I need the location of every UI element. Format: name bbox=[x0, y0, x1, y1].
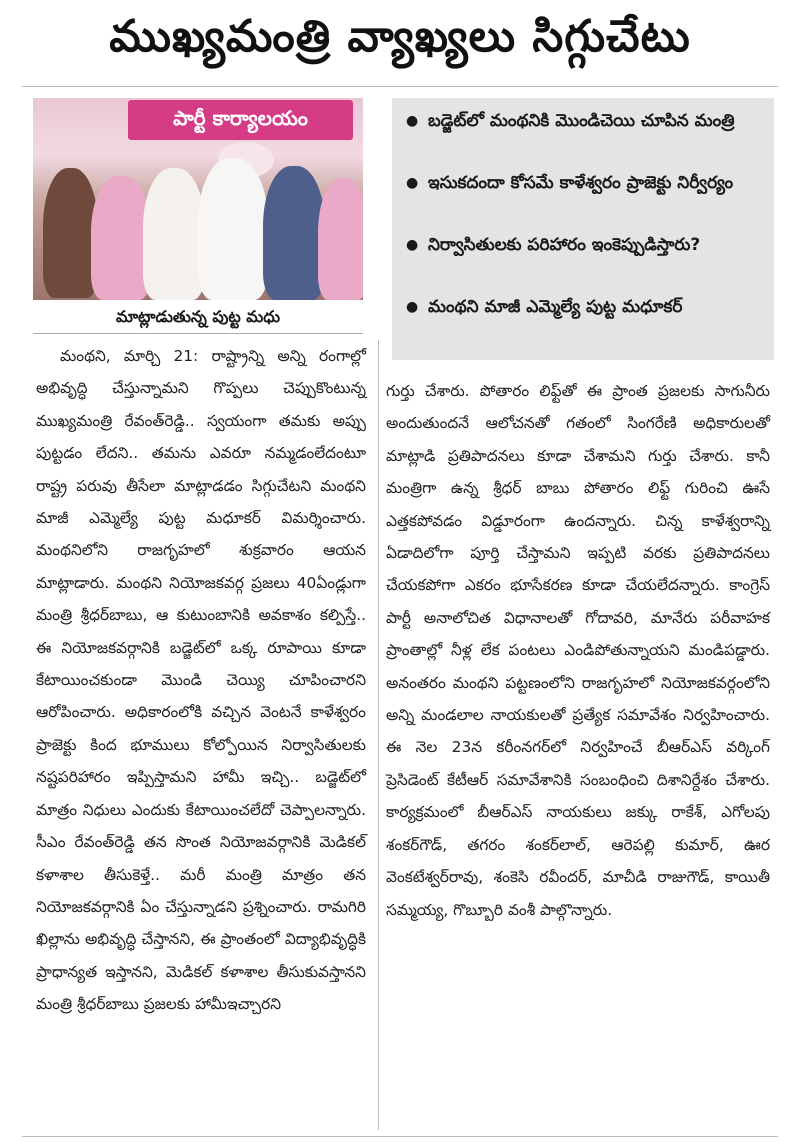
column-divider bbox=[378, 340, 379, 1130]
photo-person bbox=[263, 166, 325, 300]
article-right-column bbox=[386, 375, 770, 1135]
highlight-item: ● నిర్వాసితులకు పరిహారం ఇంకెప్పుడిస్తారు? bbox=[406, 230, 766, 260]
photo-person bbox=[43, 168, 98, 298]
bullet-icon: ● bbox=[406, 175, 419, 191]
highlight-item: ● మంథని మాజీ ఎమ్మెల్యే పుట్ట మధూకర్ bbox=[406, 292, 766, 322]
bullet-icon: ● bbox=[406, 113, 419, 129]
caption-divider bbox=[33, 333, 363, 334]
photo-person bbox=[198, 158, 268, 300]
photo-person bbox=[91, 176, 151, 300]
bullet-icon: ● bbox=[406, 299, 419, 315]
bullet-icon: ● bbox=[406, 237, 419, 253]
highlight-item: ● బడ్జెట్‌లో మంథనికి మొండిచెయి చూపిన మంత్రి bbox=[406, 106, 766, 136]
photo-caption: మాట్లాడుతున్న పుట్ట మధు bbox=[115, 306, 281, 326]
bottom-divider bbox=[22, 1136, 778, 1137]
photo-banner: పార్టీ కార్యాలయం bbox=[128, 100, 353, 140]
photo-person bbox=[318, 178, 363, 300]
news-photo bbox=[33, 98, 363, 300]
article-body-left: మంథని, మార్చి 21: రాష్ట్రాన్ని అన్ని రంగాల్లో అభివృద్ధి చేస్తున్నామని గొప్పలు చెప్పుకొంటున్న ముఖ్యమంత్రి రేవంత్‌రెడ్డి.. స్వయంగా తమకు అప్పు పుట్టడం లేదని.. తమను ఎవరూ నమ్మడంలేదంటూ రాష్ట్ర పరువు తీసేలా మాట్లాడడం సిగ్గుచేటని మంథని మాజీ ఎమ్మెల్యే పుట్ట మధూకర్ విమర్శించారు. మంథనిలోని రాజగృహలో శుక్రవారం ఆయన మాట్లాడారు. మంథని నియోజకవర్గ ప్రజలు 40ఏండ్లుగా మంత్రి శ్రీధర్‌బాబు, ఆ కుటుంబానికి అవకాశం కల్పిస్తే.. ఈ నియోజకవర్గానికి బడ్జెట్‌లో ఒక్క రూపాయి కూడా కేటాయించకుండా మొండి చెయ్యి చూపించారని ఆరోపించారు. అధికారంలోకి వచ్చిన వెంటనే కాళేశ్వరం ప్రాజెక్టు కింద భూములు కోల్పోయిన నిర్వాసితులకు నష్టపరిహారం ఇప్పిస్తామని హామీ ఇచ్చి.. బడ్జెట్‌లో మాత్రం నిధులు ఎందుకు కేటాయించలేదో చెప్పాలన్నారు. సీఎం రేవంత్‌రెడ్డి తన సొంత నియోజవర్గానికి మెడికల్ కళాశాల తీసుకెళ్తే.. మరీ మంత్రి మాత్రం తన నియోజకవర్గానికి ఏం చేస్తున్నాడని ప్రశ్నించారు. రామగిరి ఖిల్లాను అభివృద్ధి చేస్తానని, ఈ ప్రాంతంలో విద్యాభివృద్ధికి ప్రాధాన్యత ఇస్తానని, మెడికల్ కళాశాల తీసుకువస్తానని మంత్రి శ్రీధర్‌బాబు ప్రజలకు హామీఇచ్చారని bbox=[36, 347, 366, 1014]
highlight-item: ● ఇసుకదందా కోసమే కాళేశ్వరం ప్రాజెక్టు నిర్వీర్యం bbox=[406, 168, 766, 198]
article-body-right: గుర్తు చేశారు. పోతారం లిఫ్ట్‌తో ఈ ప్రాంత ప్రజలకు సాగునీరు అందుతుందనే ఆలోచనతో గతంలో సింగరేణి అధికారులతో మాట్లాడి ప్రతిపాదనలు కూడా చేశామని గుర్తు చేశారు. కానీ మంత్రిగా ఉన్న శ్రీధర్ బాబు పోతారం లిఫ్ట్ గురించి ఊసే ఎత్తకపోవడం విడ్డూరంగా ఉందన్నారు. చిన్న కాళేశ్వరాన్ని ఏడాదిలోగా పూర్తి చేస్తామని ఇప్పటి వరకు ప్రతిపాదనలు చేయకపోగా ఎకరం భూసేకరణ కూడా చేయలేదన్నారు. కాంగ్రెస్ పార్టీ అనాలోచిత విధానాలతో గోదావరి, మానేరు పరీవాహక ప్రాంతాల్లో నీళ్ల లేక పంటలు ఎండిపోతున్నాయని మండిపడ్డారు. అనంతరం మంథని పట్టణంలోని రాజగృహలో నియోజకవర్గంలోని అన్ని మండలాల నాయకులతో ప్రత్యేక సమావేశం నిర్వహించారు. ఈ నెల 23న కరీంనగర్‌లో నిర్వహించే బీఆర్ఎస్ వర్కింగ్ ప్రెసిడెంట్ కేటీఆర్ సమావేశానికి సంబంధించి దిశానిర్దేశం చేశారు. కార్యక్రమంలో బీఆర్ఎస్ నాయకులు జక్కు రాకేశ్, ఎగోలపు శంకర్‌గౌడ్, తగరం శంకర్‌లాల్, ఆరెపల్లి కుమార్, ఊర వెంకటేశ్వర్‌రావు, శంకెసి రవీందర్, మాచీడి రాజుగౌడ్, కాయితీ సమ్మయ్య, గొబ్బూరి వంశీ పాల్గొన్నారు. bbox=[386, 382, 770, 919]
headline-divider bbox=[22, 86, 778, 87]
headline: ముఖ్యమంత్రి వ్యాఖ్యలు సిగ్గుచేటు bbox=[109, 11, 691, 62]
photo-person bbox=[143, 168, 205, 300]
highlights-box bbox=[392, 98, 774, 360]
article-left-column bbox=[36, 340, 366, 1130]
